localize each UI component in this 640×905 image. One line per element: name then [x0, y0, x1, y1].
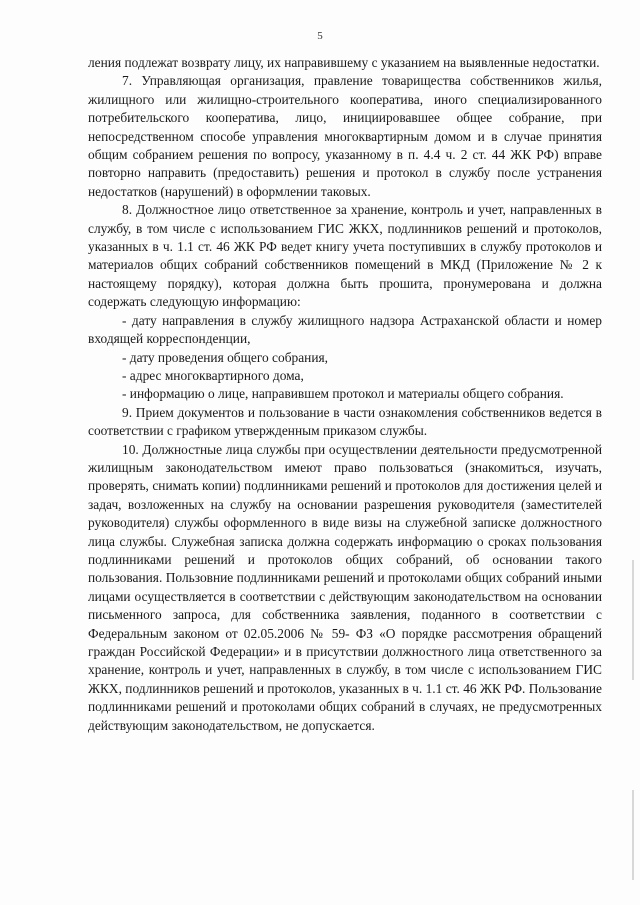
paragraph-10: 10. Должностные лица службы при осуществлении деятельности предусмотренной жилищным законодательством имеют право пользоваться (знакомиться, изучать, проверять, снимать копии) подлинниками решений и протоколов для достижения целей и задач, возложенных на службу на основании разрешения руководителя (заместителей руководителя) службы оформленного в виде визы на служебной записке должностного лица службы. Служебная записка должна содержать информацию о сроках пользования подлинниками решений и протоколов общих собраний, об основании такого пользования. Пользовние подлинниками решений и протоколами общих собраний иными лицами осуществляется в соответствии с действующим законодательством на основании письменного запроса, для собственника заявления, поданного в соответствии с Федеральным законом от 02.05.2006 № 59- ФЗ «О порядке рассмотрения обращений граждан Российской Федерации» и в присутствии должностного лица ответственного за хранение, контроль и учет, направленных в службу, в том числе с использованием ГИС ЖКХ, подлинников решений и протоколов, указанных в ч. 1.1 ст. 46 ЖК РФ. Пользование подлинниками решений и протоколами общих собраний в случаях, не предусмотренных действующим законодательством, не допускается. [88, 441, 602, 733]
list-item: - дату направления в службу жилищного надзора Астраханской области и номер входящей корреспонденции, [88, 312, 602, 347]
paragraph-9: 9. Прием документов и пользование в части ознакомления собственников ведется в соответствии с графиком утвержденным приказом службы. [88, 404, 602, 439]
list-item: - адрес многоквартирного дома, [122, 367, 304, 383]
paragraph-7: 7. Управляющая организация, правление товарищества собственников жилья, жилищного или жилищно-строительного кооператива, иного специализированного потребительского кооператива, лицо, инициировавшее общее собрание, при непосредственном способе управления многоквартирным домом и в случае принятия общим собранием решения по вопросу, указанному в п. 4.4 ч. 2 ст. 44 ЖК РФ) вправе повторно направить (предоставить) решения и протокол в службу после устранения недостатков (нарушений) в оформлении таковых. [88, 73, 602, 199]
page-number: 5 [317, 30, 323, 42]
scan-margin-mark [632, 790, 634, 880]
list-item: - дату проведения общего собрания, [122, 349, 328, 365]
list-item: - информацию о лице, направившем протокол и материалы общего собрания. [122, 386, 564, 402]
scan-margin-mark [632, 560, 634, 680]
paragraph-8: 8. Должностное лицо ответственное за хранение, контроль и учет, направленных в службу, в том числе с использованием ГИС ЖКХ, подлинников решений и протоколов, указанных в ч. 1.1 ст. 46 ЖК РФ ведет книгу учета поступивших в службу протоколов и материалов общих собраний собственников помещений в МКД (Приложение № 2 к настоящему порядку), которая должна быть прошита, пронумерована и должна содержать следующую информацию: [88, 202, 602, 310]
document-body [88, 54, 602, 735]
paragraph-continuation: ления подлежат возврату лицу, их направившему с указанием на выявленные недостатки. [88, 55, 600, 70]
